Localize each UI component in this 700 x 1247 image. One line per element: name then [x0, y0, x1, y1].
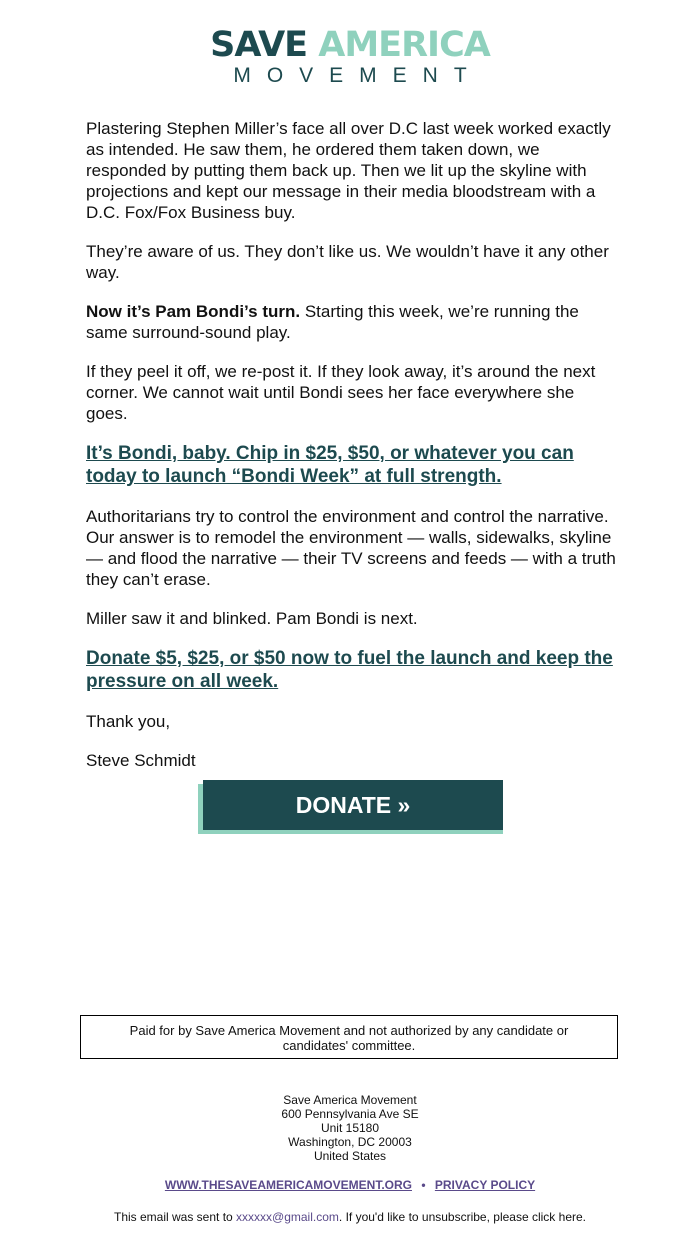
- signature: Steve Schmidt: [86, 751, 196, 770]
- logo-america: AMERICA: [318, 25, 490, 65]
- address-line-3: Unit 15180: [320, 1121, 380, 1135]
- sign-off: Thank you,: [86, 712, 171, 731]
- unsubscribe-prefix: This email was sent to: [113, 1210, 237, 1224]
- logo-save: SAVE: [210, 25, 308, 65]
- footer-links: [0, 1178, 700, 1192]
- paragraph-4: If they peel it off, we re-post it. If they look away, it’s around the next corner. We cannot wait until Bondi sees her face everywhere she goes.: [86, 362, 596, 423]
- unsubscribe-suffix[interactable]: . If you'd like to unsubscribe, please click here.: [338, 1210, 586, 1224]
- paragraph-3-bold: Now it’s Pam Bondi’s turn.: [86, 302, 301, 321]
- paragraph-6: Miller saw it and blinked. Pam Bondi is next.: [86, 609, 418, 628]
- recipient-email[interactable]: xxxxxx@gmail.com: [236, 1210, 339, 1224]
- address-line-2: 600 Pennsylvania Ave SE: [281, 1107, 419, 1121]
- paragraph-5: Authoritarians try to control the environment and control the narrative. Our answer is to remodel the environment — walls, sidewalks, skyline — and flood the narrative — their TV screens and feeds — with a truth they can’t erase.: [86, 507, 616, 589]
- donate-link-amounts[interactable]: Donate $5, $25, or $50 now to fuel the launch and keep the pressure on all week.: [86, 648, 613, 692]
- donate-button-wrapper: [198, 780, 503, 834]
- website-link[interactable]: WWW.THESAVEAMERICAMOVEMENT.ORG: [164, 1178, 412, 1192]
- logo: [0, 26, 700, 88]
- address-line-5: United States: [313, 1149, 387, 1163]
- paragraph-3: [86, 301, 616, 343]
- footer-separator: •: [421, 1178, 426, 1192]
- logo-movement: MOVEMENT: [233, 64, 483, 87]
- address-line-4: Washington, DC 20003: [288, 1135, 412, 1149]
- mailing-address: [0, 1093, 700, 1163]
- paragraph-3-text: Starting this week, we’re running the same surround-sound play.: [86, 302, 579, 342]
- paragraph-2: They’re aware of us. They don’t like us. We wouldn’t have it any other way.: [86, 242, 609, 282]
- address-line-1: Save America Movement: [283, 1093, 417, 1107]
- donate-button[interactable]: DONATE »: [203, 780, 503, 830]
- privacy-policy-link[interactable]: PRIVACY POLICY: [434, 1178, 536, 1192]
- email-body: [86, 118, 616, 789]
- unsubscribe-notice: [0, 1210, 700, 1224]
- paragraph-1: Plastering Stephen Miller’s face all over D.C last week worked exactly as intended. He saw them, he ordered them taken down, we responded by putting them back up. Then we lit up the skyline with projections and kept our message in their media bloodstream with a D.C. Fox/Fox Business buy.: [86, 119, 611, 222]
- paid-for-disclaimer: Paid for by Save America Movement and not authorized by any candidate or candidates' committee.: [80, 1015, 618, 1059]
- logo-wordmark: [0, 26, 700, 64]
- donate-link-bondi-week[interactable]: It’s Bondi, baby. Chip in $25, $50, or whatever you can today to launch “Bondi Week” at full strength.: [86, 443, 574, 487]
